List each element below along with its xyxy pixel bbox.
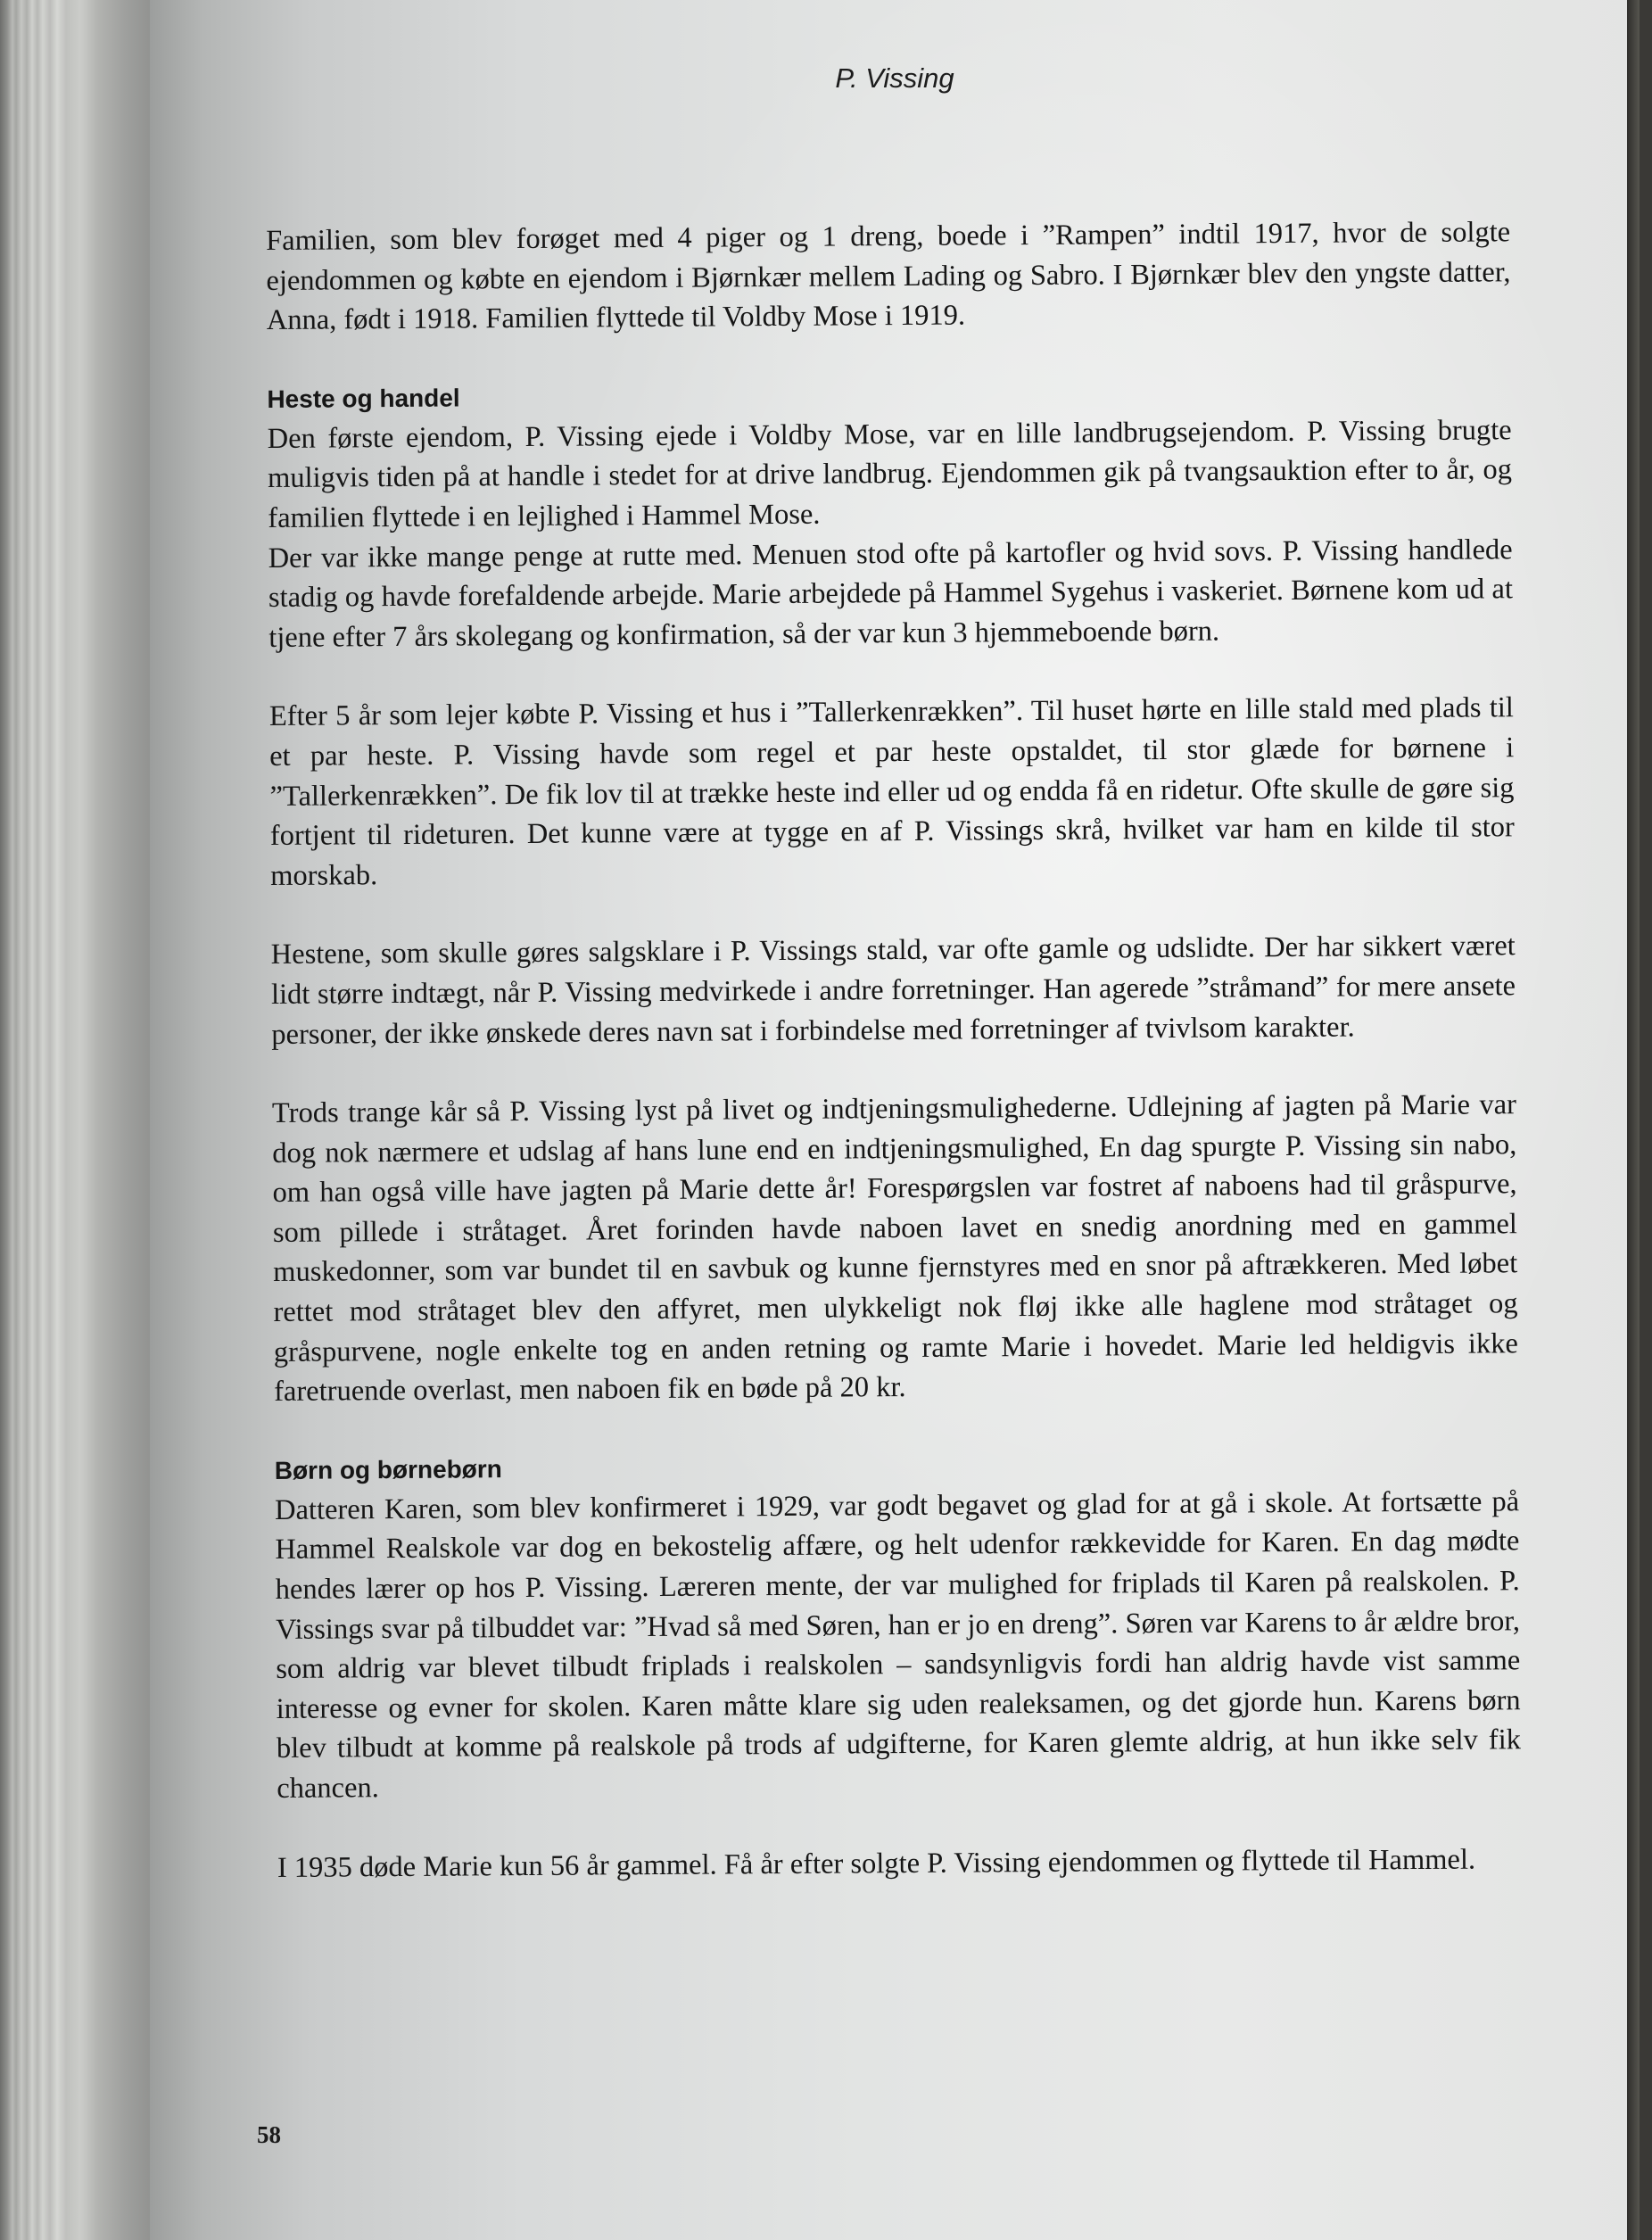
page-number: 58 [257, 2121, 281, 2148]
paragraph-hunting: Trods trange kår så P. Vissing lyst på livet og indtjeningsmulighederne. Udlejning af jagten på Marie var dog nok nærmere et udslag af hans lune end en indtjeningsmulighed, En dag spurgte P. Vissing sin nabo, om han også ville have jagten på Marie dette år! Forespørgslen var fostret af naboens had til gråspurve, som pillede i stråtaget. Året forinden havde naboen lavet en snedig anordning med en gammel muskedonner, som var bundet til en savbuk og kunne fjernstyres med en snor på aftrækkeren. Med løbet rettet mod stråtaget blev den affyret, men ulykkeligt nok fløj ikke alle haglene mod stråtaget og gråspurvene, nogle enkelte tog en anden retning og ramte Marie i hovedet. Marie led heldigvis ikke faretruende overlast, men naboen fik en bøde på 20 kr. [271, 1088, 1518, 1409]
paragraph-1935: I 1935 døde Marie kun 56 år gammel. Få år efter solgte P. Vissing ejendommen og flyttede til Hammel. [277, 1843, 1476, 1884]
heading-boern-og-boerneboern: Børn og børnebørn [274, 1455, 502, 1484]
page-stack-edges [0, 0, 156, 2240]
heading-heste-og-handel: Heste og handel [267, 384, 460, 413]
paragraph-first-property: Den første ejendom, P. Vissing ejede i Voldby Mose, var en lille landbrugsejendom. P. Vissing brugte muligvis tiden på at handle i stedet for at drive landbrug. Ejendommen gik på tvangsauktion efter to år, og familien flyttede i en lejlighed i Hammel Mose. [267, 414, 1513, 534]
paragraph-tallerkenraekken: Efter 5 år som lejer købte P. Vissing et hus i ”Tallerkenrækken”. Til huset hørte en lille stald med plads til et par heste. P. Vissing havde som regel et par heste opstaldet, til stor glæde for børnene i ”Tallerkenrækken”. De fik lov til at trække heste ind eller ud og endda få en ridetur. Ofte skulle de gøre sig fortjent til rideturen. Det kunne være at tygge en af P. Vissings skrå, hvilket var ham en kilde til stor morskab. [268, 691, 1515, 892]
paragraph-money: Der var ikke mange penge at rutte med. Menuen stod ofte på kartofler og hvid sovs. P. Vissing handlede stadig og havde forefaldende arbejde. Marie arbejdede på Hammel Sygehus i vaskeriet. Børnene kom ud at tjene efter 7 års skolegang og konfirmation, så der var kun 3 hjemmeboende børn. [268, 533, 1514, 654]
paragraph-karen: Datteren Karen, som blev konfirmeret i 1929, var godt begavet og glad for at gå i skole. At fortsætte på Hammel Realskole var dog en bekostelig affære, og helt udenfor rækkevidde for Karen. En dag mødte hendes lærer op hos P. Vissing. Læreren mente, der var mulighed for friplads til Karen på realskolen. P. Vissings svar på tilbuddet var: ”Hvad så med Søren, han er jo en dreng”. Søren var Karens to år ældre bror, som aldrig var blevet tilbudt friplads i realskolen – sandsynligvis fordi han aldrig havde vist samme interesse og evner for skolen. Karen måtte klare sig uden realeksamen, og det gjorde hun. Karens børn blev tilbudt at komme på realskole på trods af udgifterne, for Karen glemte aldrig, at hun ikke selv fik chancen. [274, 1485, 1522, 1805]
body-text [266, 212, 1522, 1927]
book-page [150, 0, 1640, 2240]
paragraph-family: Familien, som blev forøget med 4 piger og 1 dreng, boede i ”Rampen” indtil 1917, hvor de solgte ejendommen og købte en ejendom i Bjørnkær mellem Lading og Sabro. I Bjørnkær blev den yngste datter, Anna, født i 1918. Familien flyttede til Voldby Mose i 1919. [266, 216, 1511, 337]
page-right-edge-shadow [1627, 0, 1640, 2240]
running-head: P. Vissing [835, 62, 954, 94]
paragraph-horses: Hestene, som skulle gøres salgsklare i P. Vissings stald, var ofte gamle og udslidte. Der har sikkert været lidt større indtægt, når P. Vissing medvirkede i andre forretninger. Han agerede ”stråmand” for mere ansete personer, der ikke ønskede deres navn sat i forbindelse med forretninger af tvivlsom karakter. [270, 930, 1516, 1051]
